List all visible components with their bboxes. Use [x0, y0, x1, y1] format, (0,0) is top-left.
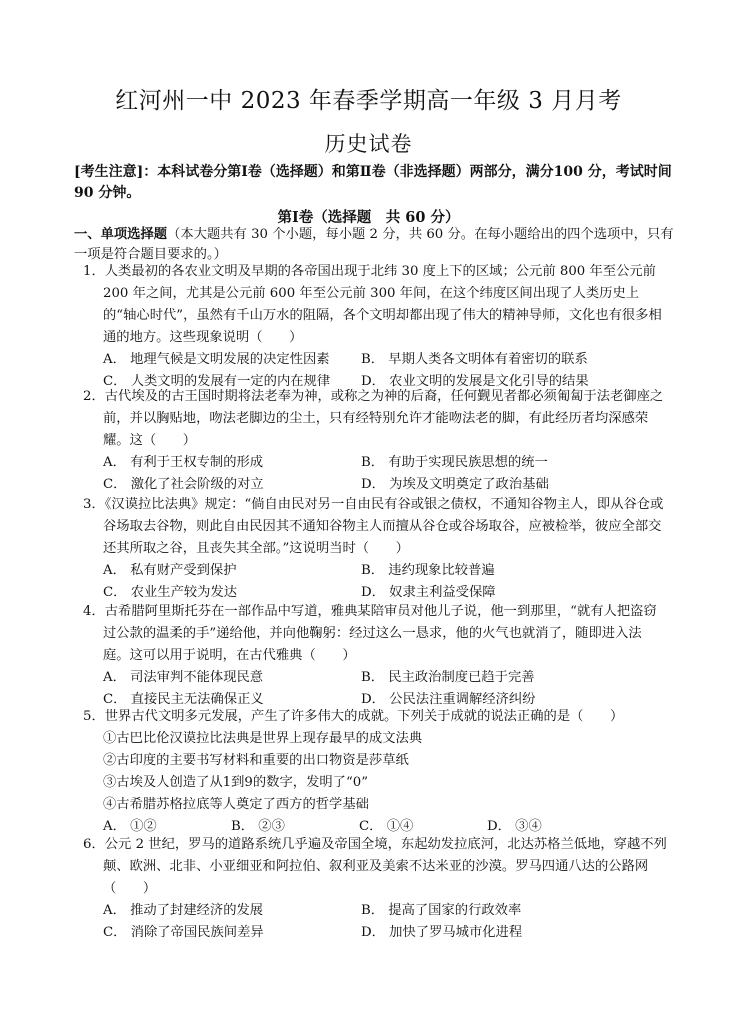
options	[103, 667, 673, 711]
option-c[interactable]: C． 直接民主无法确保正义	[103, 692, 264, 707]
question-4	[83, 601, 668, 711]
option-b[interactable]: B． 民主政治制度已趋于完善	[361, 670, 535, 685]
question-stem	[83, 834, 668, 900]
option-d[interactable]: D． 公民法注重调解经济纠纷	[361, 692, 536, 707]
option-a[interactable]: A． 地理气候是文明发展的决定性因素	[103, 352, 330, 367]
question-6	[83, 834, 668, 944]
question-stem	[83, 706, 668, 728]
question-text: 古代埃及的古王国时期将法老奉为神，或称之为神的后裔，任何觐见者都必须匍匐于法老御座之前，并以胸贴地，吻法老脚边的尘土，只有经特别允许才能吻法老的脚，有此经历者均深感荣耀。这（ ）	[103, 389, 664, 448]
option-d[interactable]: D． 奴隶主利益受保障	[361, 585, 496, 600]
option-d[interactable]: D． 加快了罗马城市化进程	[361, 925, 523, 940]
statement-2: ②古印度的主要书写材料和重要的出口物资是莎草纸	[103, 753, 409, 768]
option-c[interactable]: C． 农业生产较为发达	[103, 585, 238, 600]
option-b[interactable]: B． 提高了国家的行政效率	[361, 903, 522, 918]
question-number: 3．	[83, 497, 105, 512]
part-title: 第Ⅰ卷（选择题 共 60 分）	[277, 209, 460, 226]
question-text: 《汉谟拉比法典》规定：“倘自由民对另一自由民有谷或银之债权，不通知谷物主人，即从谷仓或谷场取去谷物，则此自由民因其不通知谷物主人而擅从谷仓或谷场取谷，应被检举，彼应全部交还其所取之谷，且丧失其全部。”这说明当时（ ）	[103, 497, 664, 556]
statement-4: ④古希腊苏格拉底等人奠定了西方的哲学基础	[103, 797, 369, 812]
option-b[interactable]: B． 违约现象比较普遍	[361, 563, 495, 578]
question-text: 公元 2 世纪，罗马的道路系统几乎遍及帝国全境，东起幼发拉底河，北达苏格兰低地，穿越不列颠、欧洲、北非、小亚细亚和阿拉伯、叙利亚及美索不达米亚的沙漠。罗马四通八达的公路网（ ）	[103, 837, 667, 896]
options	[103, 452, 673, 496]
question-3	[83, 494, 668, 604]
question-2	[83, 386, 668, 496]
statement-1: ①古巴比伦汉谟拉比法典是世界上现存最早的成文法典	[103, 731, 423, 746]
option-a[interactable]: A． ①②	[103, 819, 157, 834]
section-note: （本大题共有 30 个小题，每小题 2 分，共 60 分。在每小题给出的四个选项中，只有一项是符合题目要求的。）	[74, 227, 674, 262]
question-number: 2．	[83, 389, 105, 404]
option-d[interactable]: D． ③④	[487, 819, 542, 834]
options	[103, 560, 673, 604]
question-stem	[83, 261, 668, 349]
option-b[interactable]: B． 早期人类各文明体有着密切的联系	[361, 352, 588, 367]
option-a[interactable]: A． 司法审判不能体现民意	[103, 670, 264, 685]
question-text: 古希腊阿里斯托芬在一部作品中写道，雅典某陪审员对他儿子说，他一到那里，“就有人把盗窃过公款的温柔的手”递给他，并向他鞠躬：经过这么一恳求，他的火气也就消了，随即进入法庭。这可以用于说明，在古代雅典（ ）	[103, 604, 657, 663]
question-5	[83, 706, 668, 838]
option-c[interactable]: C． ①④	[359, 819, 414, 834]
option-c[interactable]: C． 激化了社会阶级的对立	[103, 477, 264, 492]
option-a[interactable]: A． 有利于王权专制的形成	[103, 455, 264, 470]
question-number: 4．	[83, 604, 105, 619]
option-b[interactable]: B． ②③	[231, 819, 285, 834]
options	[103, 900, 673, 944]
exam-notice: [考生注意]：本科试卷分第Ⅰ卷（选择题）和第Ⅱ卷（非选择题）两部分，满分100 分，考试时间90 分钟。	[74, 164, 672, 201]
exam-subtitle: 历史试卷	[324, 132, 413, 156]
option-c[interactable]: C． 人类文明的发展有一定的内在规律	[103, 374, 331, 389]
option-c[interactable]: C． 消除了帝国民族间差异	[103, 925, 264, 940]
question-stem	[83, 386, 668, 452]
option-a[interactable]: A． 私有财产受到保护	[103, 563, 237, 578]
section-label: 一、单项选择题	[74, 227, 168, 242]
question-number: 5．	[83, 709, 105, 724]
question-stem	[83, 494, 668, 560]
option-b[interactable]: B． 有助于实现民族思想的统一	[361, 455, 548, 470]
option-d[interactable]: D． 农业文明的发展是文化引导的结果	[361, 374, 589, 389]
question-number: 6．	[83, 837, 105, 852]
question-text: 世界古代文明多元发展，产生了许多伟大的成就。下列关于成就的说法正确的是（ ）	[104, 709, 624, 724]
option-d[interactable]: D． 为埃及文明奠定了政治基础	[361, 477, 549, 492]
question-number: 1．	[83, 264, 105, 279]
statement-3: ③古埃及人创造了从1到9的数字，发明了“0”	[103, 775, 369, 790]
exam-title: 红河州一中 2023 年春季学期高一年级 3 月月考	[115, 88, 622, 114]
question-1	[83, 261, 668, 393]
option-a[interactable]: A． 推动了封建经济的发展	[103, 903, 264, 918]
section-header	[74, 225, 674, 265]
question-text: 人类最初的各农业文明及早期的各帝国出现于北纬 30 度上下的区域；公元前 800 年至公元前 200 年之间，尤其是公元前 600 年至公元前 300 年间，在这个纬度区间出现了人类历史上的“轴心时代”，虽然有千山万水的阻隔，各个文明却都出现了伟大的精神导师，文化也有很多相通的地方。这些现象说明（ ）	[103, 264, 662, 345]
question-stem	[83, 601, 668, 667]
